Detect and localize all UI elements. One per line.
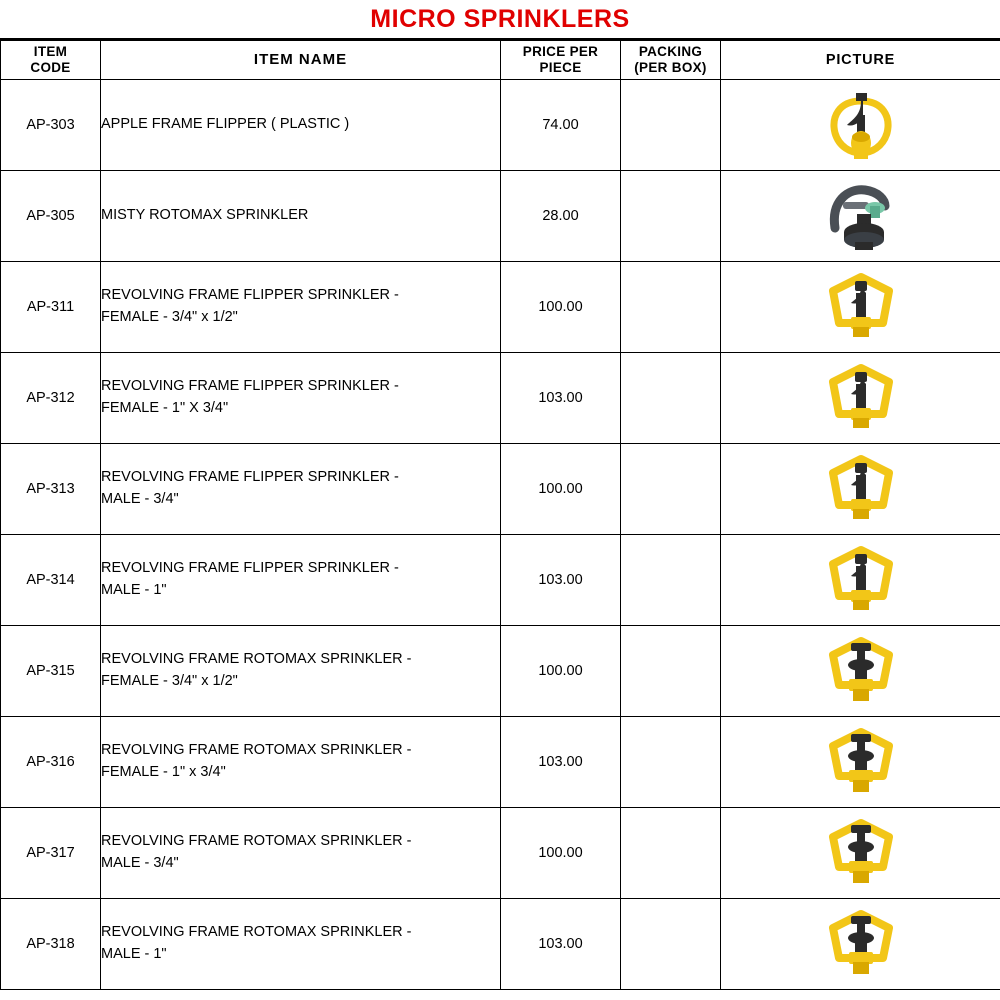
misty-rotomax-sprinkler-image bbox=[721, 172, 1000, 260]
revolving-frame-flipper-sprinkler-image bbox=[721, 354, 1000, 442]
table-row bbox=[1, 535, 1000, 626]
table-row bbox=[1, 444, 1000, 535]
item-name-line1: REVOLVING FRAME ROTOMAX SPRINKLER - bbox=[101, 833, 412, 850]
cell-item-code: AP-314 bbox=[1, 535, 101, 626]
cell-item-name bbox=[101, 353, 501, 444]
cell-packing bbox=[621, 808, 721, 899]
column-header-item-code-line1: ITEM bbox=[33, 44, 68, 60]
cell-picture bbox=[721, 262, 1000, 353]
cell-item-name bbox=[101, 899, 501, 990]
item-name-line1: APPLE FRAME FLIPPER ( PLASTIC ) bbox=[101, 116, 350, 133]
cell-item-name bbox=[101, 171, 501, 262]
item-name-line1: REVOLVING FRAME FLIPPER SPRINKLER - bbox=[101, 560, 399, 577]
cell-picture bbox=[721, 899, 1000, 990]
column-header-packing bbox=[621, 41, 721, 80]
cell-packing bbox=[621, 626, 721, 717]
cell-picture bbox=[721, 80, 1000, 171]
cell-item-code: AP-312 bbox=[1, 353, 101, 444]
revolving-frame-flipper-sprinkler-image bbox=[721, 536, 1000, 624]
cell-item-name bbox=[101, 626, 501, 717]
item-name-line1: REVOLVING FRAME FLIPPER SPRINKLER - bbox=[101, 287, 399, 304]
table-row bbox=[1, 262, 1000, 353]
cell-item-name bbox=[101, 717, 501, 808]
column-header-packing-line1: PACKING bbox=[638, 44, 703, 60]
cell-item-code: AP-311 bbox=[1, 262, 101, 353]
item-name-line1: MISTY ROTOMAX SPRINKLER bbox=[101, 207, 309, 224]
table-row bbox=[1, 899, 1000, 990]
revolving-frame-rotomax-sprinkler-image bbox=[721, 718, 1000, 806]
item-name-line2: FEMALE - 3/4" x 1/2" bbox=[101, 673, 238, 689]
cell-item-name bbox=[101, 262, 501, 353]
item-name-line1: REVOLVING FRAME ROTOMAX SPRINKLER - bbox=[101, 924, 412, 941]
cell-item-code: AP-318 bbox=[1, 899, 101, 990]
item-name-line2: MALE - 3/4" bbox=[101, 855, 179, 871]
cell-picture bbox=[721, 535, 1000, 626]
cell-packing bbox=[621, 899, 721, 990]
table-row bbox=[1, 353, 1000, 444]
cell-item-code: AP-303 bbox=[1, 80, 101, 171]
cell-price: 74.00 bbox=[501, 80, 621, 171]
page-title: MICRO SPRINKLERS bbox=[370, 4, 630, 33]
cell-packing bbox=[621, 444, 721, 535]
cell-item-code: AP-316 bbox=[1, 717, 101, 808]
cell-packing bbox=[621, 262, 721, 353]
cell-item-code: AP-315 bbox=[1, 626, 101, 717]
revolving-frame-rotomax-sprinkler-image bbox=[721, 627, 1000, 715]
item-name-line1: REVOLVING FRAME ROTOMAX SPRINKLER - bbox=[101, 651, 412, 668]
cell-packing bbox=[621, 353, 721, 444]
header-row bbox=[1, 41, 1000, 80]
cell-picture bbox=[721, 171, 1000, 262]
revolving-frame-rotomax-sprinkler-image bbox=[721, 809, 1000, 897]
item-name-line2: FEMALE - 3/4" x 1/2" bbox=[101, 309, 238, 325]
column-header-price-line1: PRICE PER bbox=[522, 44, 599, 60]
cell-packing bbox=[621, 535, 721, 626]
item-name-line1: REVOLVING FRAME ROTOMAX SPRINKLER - bbox=[101, 742, 412, 759]
item-name-line1: REVOLVING FRAME FLIPPER SPRINKLER - bbox=[101, 469, 399, 486]
cell-picture bbox=[721, 626, 1000, 717]
cell-item-name bbox=[101, 808, 501, 899]
column-header-item-code bbox=[1, 41, 101, 80]
item-name-line2: FEMALE - 1" X 3/4" bbox=[101, 400, 229, 416]
item-name-line2: MALE - 1" bbox=[101, 946, 167, 962]
page-title-bar bbox=[0, 0, 1000, 40]
column-header-packing-line2: (PER BOX) bbox=[634, 60, 707, 75]
table-row bbox=[1, 808, 1000, 899]
item-name-line2: MALE - 1" bbox=[101, 582, 167, 598]
table-row bbox=[1, 717, 1000, 808]
cell-packing bbox=[621, 80, 721, 171]
cell-picture bbox=[721, 717, 1000, 808]
table-row bbox=[1, 171, 1000, 262]
column-header-item-name: ITEM NAME bbox=[101, 41, 501, 80]
column-header-price bbox=[501, 41, 621, 80]
cell-picture bbox=[721, 444, 1000, 535]
cell-item-code: AP-313 bbox=[1, 444, 101, 535]
column-header-item-code-line2: CODE bbox=[30, 60, 71, 75]
cell-price: 100.00 bbox=[501, 262, 621, 353]
table-header bbox=[1, 41, 1000, 80]
revolving-frame-flipper-sprinkler-image bbox=[721, 263, 1000, 351]
cell-packing bbox=[621, 717, 721, 808]
apple-frame-flipper-sprinkler-image bbox=[721, 81, 1000, 169]
item-name-line1: REVOLVING FRAME FLIPPER SPRINKLER - bbox=[101, 378, 399, 395]
table-body bbox=[1, 80, 1000, 990]
cell-picture bbox=[721, 808, 1000, 899]
cell-price: 100.00 bbox=[501, 808, 621, 899]
item-name-line2: MALE - 3/4" bbox=[101, 491, 179, 507]
cell-item-name bbox=[101, 444, 501, 535]
column-header-picture: PICTURE bbox=[721, 41, 1000, 80]
cell-price: 28.00 bbox=[501, 171, 621, 262]
products-table bbox=[0, 40, 1000, 990]
cell-item-name bbox=[101, 535, 501, 626]
table-row bbox=[1, 626, 1000, 717]
table-row bbox=[1, 80, 1000, 171]
cell-item-name bbox=[101, 80, 501, 171]
cell-item-code: AP-305 bbox=[1, 171, 101, 262]
column-header-price-line2: PIECE bbox=[539, 60, 582, 75]
cell-picture bbox=[721, 353, 1000, 444]
cell-item-code: AP-317 bbox=[1, 808, 101, 899]
item-name-line2: FEMALE - 1" x 3/4" bbox=[101, 764, 226, 780]
cell-price: 103.00 bbox=[501, 535, 621, 626]
revolving-frame-flipper-sprinkler-image bbox=[721, 445, 1000, 533]
revolving-frame-rotomax-sprinkler-image bbox=[721, 900, 1000, 988]
cell-price: 103.00 bbox=[501, 353, 621, 444]
cell-packing bbox=[621, 171, 721, 262]
cell-price: 103.00 bbox=[501, 899, 621, 990]
cell-price: 103.00 bbox=[501, 717, 621, 808]
cell-price: 100.00 bbox=[501, 444, 621, 535]
cell-price: 100.00 bbox=[501, 626, 621, 717]
